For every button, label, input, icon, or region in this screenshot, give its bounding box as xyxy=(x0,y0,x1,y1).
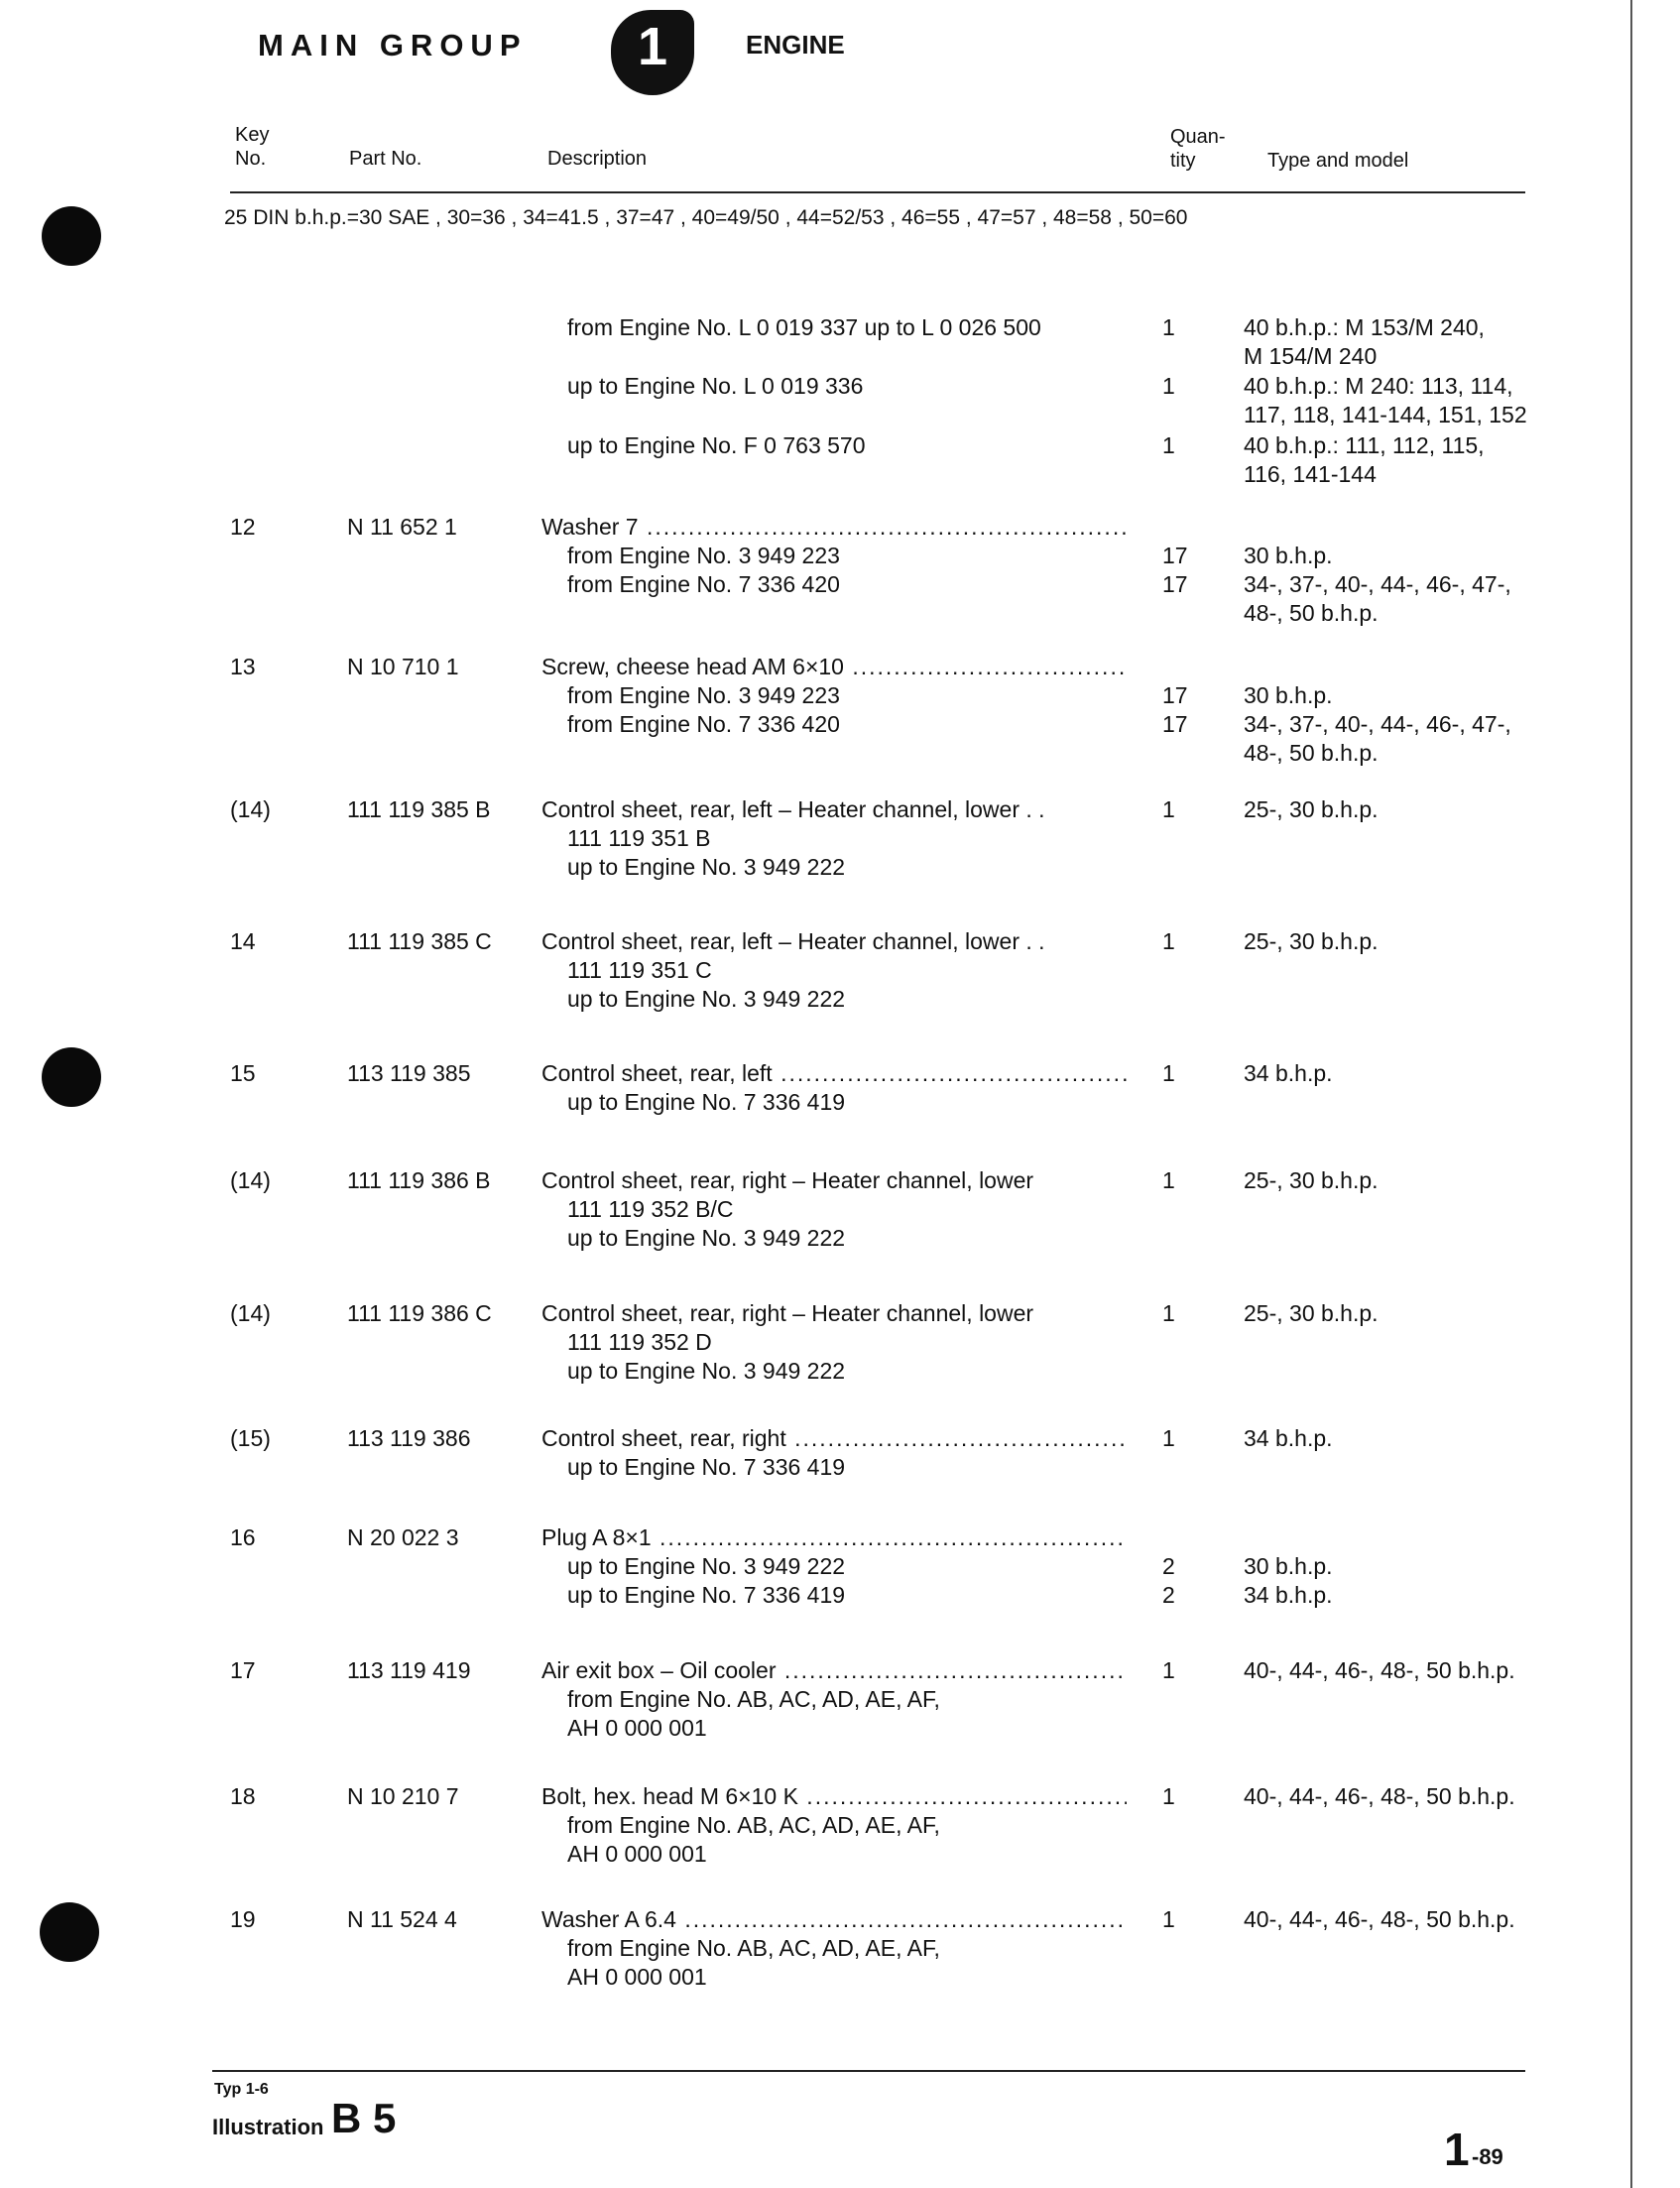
description-text: AH 0 000 001 xyxy=(567,1964,707,1990)
description-detail xyxy=(567,1453,1093,1482)
quantity: 1 xyxy=(1162,314,1175,340)
col-part-no: Part No. xyxy=(349,148,422,170)
description-detail xyxy=(567,853,1093,882)
quantity: 2 xyxy=(1162,1582,1175,1608)
description-detail xyxy=(567,1328,1093,1357)
description-text: from Engine No. 3 949 223 xyxy=(567,682,840,708)
description-text: Screw, cheese head AM 6×10 ..... xyxy=(541,654,1127,679)
description-detail xyxy=(567,1581,1093,1610)
description-text: Control sheet, rear, left – Heater channel, lower . . xyxy=(541,928,1045,954)
type-model: 34 b.h.p. xyxy=(1244,1582,1333,1608)
description-detail xyxy=(567,681,1093,710)
description-detail xyxy=(567,542,1093,570)
footer-rule xyxy=(212,2070,1525,2072)
description-detail xyxy=(567,570,1093,599)
col-key-label: Key xyxy=(235,124,270,146)
page-right-edge xyxy=(1630,0,1632,2188)
col-description: Description xyxy=(547,148,648,170)
description xyxy=(541,513,1127,542)
type-model: 30 b.h.p. xyxy=(1244,682,1333,708)
description-text: from Engine No. 3 949 223 xyxy=(567,543,840,568)
type-code: Typ 1-6 xyxy=(214,2081,269,2098)
quantity: 1 xyxy=(1162,432,1175,458)
col-quantity xyxy=(1170,125,1226,173)
quantity: 1 xyxy=(1162,1657,1175,1683)
type-model: 48-, 50 b.h.p. xyxy=(1244,740,1379,766)
description xyxy=(541,1656,1127,1685)
quantity: 17 xyxy=(1162,682,1188,708)
description-text: Control sheet, rear, left – Heater channel, lower . . xyxy=(541,796,1045,822)
key-no: 19 xyxy=(230,1906,256,1932)
description-text: from Engine No. AB, AC, AD, AE, AF, xyxy=(567,1935,940,1961)
type-model: 34-, 37-, 40-, 44-, 46-, 47-, xyxy=(1244,711,1511,737)
description-detail xyxy=(567,824,1093,853)
description-detail xyxy=(567,1088,1093,1117)
description xyxy=(541,653,1127,681)
din-conversion-line: 25 DIN b.h.p.=30 SAE , 30=36 , 34=41.5 , 37=47 , 40=49/50 , 44=52/53 , 46=55 , 47=57 , 48=58 , 50=60 xyxy=(224,206,1188,229)
quantity: 1 xyxy=(1162,373,1175,399)
key-no: 18 xyxy=(230,1783,256,1809)
description-text: up to Engine No. 3 949 222 xyxy=(567,986,846,1012)
type-model: 25-, 30 b.h.p. xyxy=(1244,796,1379,822)
punch-hole-top xyxy=(42,206,101,266)
quantity: 1 xyxy=(1162,1783,1175,1809)
key-no: (15) xyxy=(230,1425,271,1451)
description-text: up to Engine No. 3 949 222 xyxy=(567,1553,846,1579)
quantity: 1 xyxy=(1162,1060,1175,1086)
key-no: 15 xyxy=(230,1060,256,1086)
quantity: 1 xyxy=(1162,928,1175,954)
quantity: 17 xyxy=(1162,711,1188,737)
description-text: up to Engine No. L 0 019 336 xyxy=(567,373,864,399)
description-text: up to Engine No. 7 336 419 xyxy=(567,1582,846,1608)
description xyxy=(541,1299,1067,1328)
description xyxy=(567,431,1093,460)
description-text: from Engine No. L 0 019 337 up to L 0 026 500 xyxy=(567,314,1041,340)
quantity: 1 xyxy=(1162,796,1175,822)
description-text: Control sheet, rear, right – Heater channel, lower xyxy=(541,1167,1034,1193)
quantity: 1 xyxy=(1162,1167,1175,1193)
description-text: up to Engine No. F 0 763 570 xyxy=(567,432,866,458)
illustration-label: Illustration xyxy=(212,2115,324,2139)
type-model: 116, 141-144 xyxy=(1244,461,1377,487)
description-detail xyxy=(567,1224,1093,1253)
punch-hole-middle xyxy=(42,1047,101,1107)
type-model: 30 b.h.p. xyxy=(1244,1553,1333,1579)
header-rule xyxy=(230,191,1525,193)
quantity: 17 xyxy=(1162,571,1188,597)
quantity: 1 xyxy=(1162,1906,1175,1932)
key-no: 14 xyxy=(230,928,256,954)
type-model: 40-, 44-, 46-, 48-, 50 b.h.p. xyxy=(1244,1783,1515,1809)
type-model: 40-, 44-, 46-, 48-, 50 b.h.p. xyxy=(1244,1906,1515,1932)
description xyxy=(567,372,1093,401)
description-detail xyxy=(567,1357,1093,1386)
part-no: 111 119 386 C xyxy=(347,1300,492,1326)
part-no: 113 119 386 xyxy=(347,1425,471,1451)
illustration-code: B 5 xyxy=(331,2095,397,2141)
group-number-badge xyxy=(611,10,694,95)
description-text: from Engine No. AB, AC, AD, AE, AF, xyxy=(567,1812,940,1838)
description-detail xyxy=(567,1963,1093,1992)
description-text: AH 0 000 001 xyxy=(567,1841,707,1867)
description-detail xyxy=(567,1934,1093,1963)
description-text: from Engine No. 7 336 420 xyxy=(567,711,840,737)
description-detail xyxy=(567,985,1093,1014)
description-text: Washer A 6.4 ..... xyxy=(541,1906,1127,1932)
part-no: N 11 524 4 xyxy=(347,1906,457,1932)
part-no: N 10 710 1 xyxy=(347,654,459,679)
description-detail xyxy=(567,710,1093,739)
type-model: 40-, 44-, 46-, 48-, 50 b.h.p. xyxy=(1244,1657,1515,1683)
description-text: up to Engine No. 7 336 419 xyxy=(567,1454,846,1480)
description-detail xyxy=(567,1840,1093,1869)
part-no: 113 119 385 xyxy=(347,1060,471,1086)
page-number-suffix: -89 xyxy=(1472,2144,1503,2169)
description-text: Bolt, hex. head M 6×10 K ..... xyxy=(541,1783,1127,1809)
description-text: up to Engine No. 3 949 222 xyxy=(567,1225,846,1251)
key-no: 16 xyxy=(230,1524,256,1550)
type-model: 40 b.h.p.: 111, 112, 115, xyxy=(1244,432,1485,458)
type-model: 40 b.h.p.: M 240: 113, 114, xyxy=(1244,373,1513,399)
quantity: 1 xyxy=(1162,1425,1175,1451)
description-text: Washer 7 ..... xyxy=(541,514,1127,540)
description xyxy=(541,1166,1067,1195)
quantity: 1 xyxy=(1162,1300,1175,1326)
part-no: 113 119 419 xyxy=(347,1657,471,1683)
section-title: ENGINE xyxy=(746,30,845,60)
description-detail xyxy=(567,1714,1093,1743)
key-no: 12 xyxy=(230,514,256,540)
page-number: 1 xyxy=(1444,2124,1470,2175)
description xyxy=(541,927,1067,956)
type-model: 40 b.h.p.: M 153/M 240, xyxy=(1244,314,1485,340)
key-no: 13 xyxy=(230,654,256,679)
description-text: Control sheet, rear, right – Heater channel, lower xyxy=(541,1300,1034,1326)
col-no-label: No. xyxy=(235,148,267,170)
description-text: Plug A 8×1 ..... xyxy=(541,1524,1127,1550)
part-no: N 11 652 1 xyxy=(347,514,457,540)
description-text: up to Engine No. 7 336 419 xyxy=(567,1089,846,1115)
description-text: 111 119 351 B xyxy=(567,825,711,851)
col-key-no xyxy=(235,123,269,171)
type-model: 25-, 30 b.h.p. xyxy=(1244,1167,1379,1193)
description-text: 111 119 352 B/C xyxy=(567,1196,734,1222)
type-model: 48-, 50 b.h.p. xyxy=(1244,600,1379,626)
quantity: 2 xyxy=(1162,1553,1175,1579)
type-model: 34 b.h.p. xyxy=(1244,1060,1333,1086)
description-detail xyxy=(567,1195,1093,1224)
type-model: 25-, 30 b.h.p. xyxy=(1244,928,1379,954)
type-model: 34-, 37-, 40-, 44-, 46-, 47-, xyxy=(1244,571,1511,597)
description-text: Control sheet, rear, left ..... xyxy=(541,1060,1127,1086)
description-detail xyxy=(567,1552,1093,1581)
part-no: N 10 210 7 xyxy=(347,1783,459,1809)
description xyxy=(541,1059,1127,1088)
type-model: 34 b.h.p. xyxy=(1244,1425,1333,1451)
punch-hole-bottom xyxy=(40,1902,99,1962)
type-model: M 154/M 240 xyxy=(1244,343,1378,369)
part-no: N 20 022 3 xyxy=(347,1524,459,1550)
col-type-model: Type and model xyxy=(1267,150,1409,172)
main-group-title: MAIN GROUP xyxy=(258,28,528,62)
description-detail xyxy=(567,1811,1093,1840)
description xyxy=(541,1424,1127,1453)
col-tity-label: tity xyxy=(1170,150,1196,172)
type-model: 30 b.h.p. xyxy=(1244,543,1333,568)
description-text: 111 119 351 C xyxy=(567,957,712,983)
description xyxy=(541,795,1067,824)
description-text: up to Engine No. 3 949 222 xyxy=(567,854,846,880)
part-no: 111 119 385 C xyxy=(347,928,492,954)
description-text: Control sheet, rear, right ..... xyxy=(541,1425,1127,1451)
description xyxy=(567,313,1093,342)
description-text: up to Engine No. 3 949 222 xyxy=(567,1358,846,1384)
description xyxy=(541,1905,1127,1934)
type-model: 117, 118, 141-144, 151, 152 xyxy=(1244,402,1527,427)
key-no: (14) xyxy=(230,796,271,822)
description-text: 111 119 352 D xyxy=(567,1329,712,1355)
key-no: (14) xyxy=(230,1167,271,1193)
type-model: 25-, 30 b.h.p. xyxy=(1244,1300,1379,1326)
description-detail xyxy=(567,1685,1093,1714)
key-no: (14) xyxy=(230,1300,271,1326)
description xyxy=(541,1523,1127,1552)
description-detail xyxy=(567,956,1093,985)
description-text: Air exit box – Oil cooler ..... xyxy=(541,1657,1127,1683)
group-number: 1 xyxy=(637,17,668,76)
description xyxy=(541,1782,1127,1811)
part-no: 111 119 386 B xyxy=(347,1167,491,1193)
key-no: 17 xyxy=(230,1657,256,1683)
part-no: 111 119 385 B xyxy=(347,796,491,822)
quantity: 17 xyxy=(1162,543,1188,568)
col-quan-label: Quan- xyxy=(1170,126,1226,148)
description-text: from Engine No. AB, AC, AD, AE, AF, xyxy=(567,1686,940,1712)
description-text: AH 0 000 001 xyxy=(567,1715,707,1741)
description-text: from Engine No. 7 336 420 xyxy=(567,571,840,597)
